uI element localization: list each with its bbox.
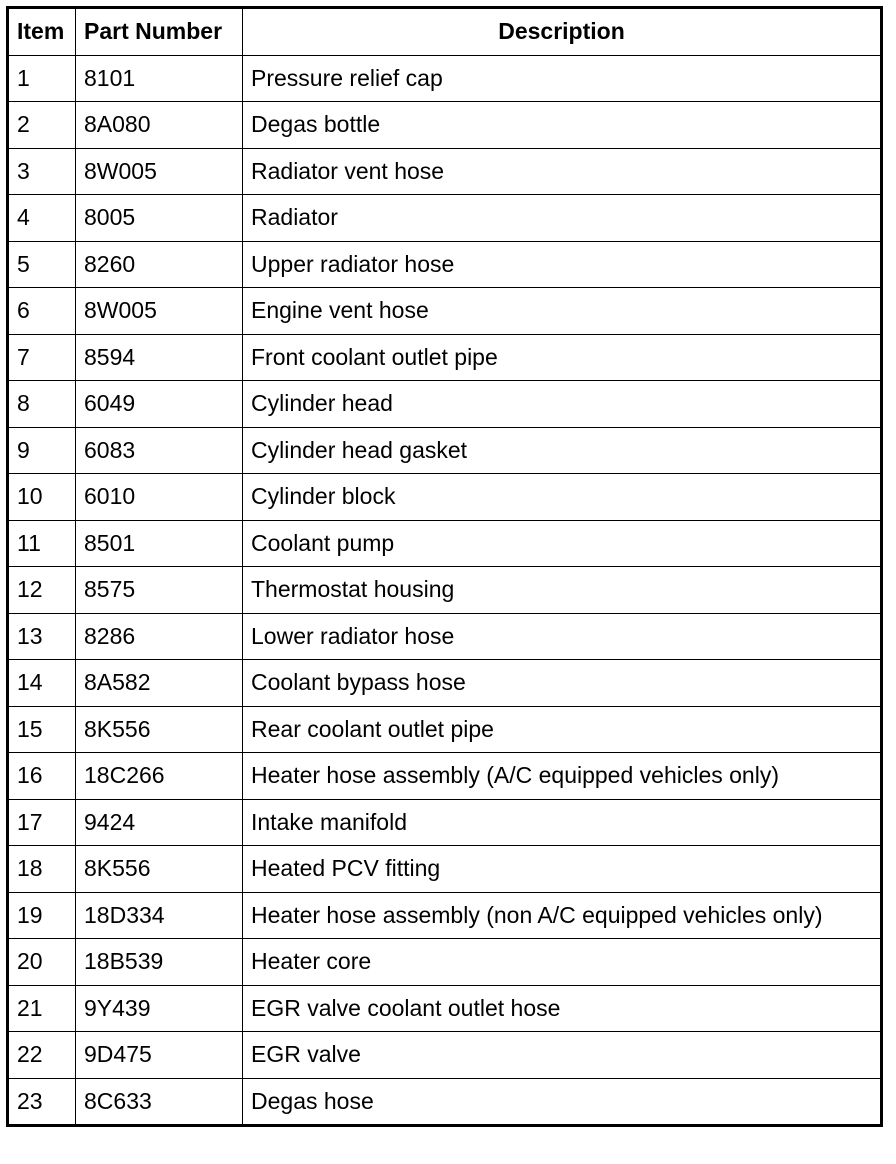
cell-description: Front coolant outlet pipe <box>243 334 882 381</box>
cell-part-number: 9424 <box>76 799 243 846</box>
cell-item: 4 <box>8 195 76 242</box>
cell-part-number: 8286 <box>76 613 243 660</box>
column-header-part-number: Part Number <box>76 8 243 56</box>
table-row <box>8 660 882 707</box>
table-row <box>8 334 882 381</box>
cell-item: 3 <box>8 148 76 195</box>
cell-description: EGR valve <box>243 1032 882 1079</box>
cell-part-number: 6010 <box>76 474 243 521</box>
cell-part-number: 18D334 <box>76 892 243 939</box>
cell-description: Coolant bypass hose <box>243 660 882 707</box>
cell-description: Heater hose assembly (non A/C equipped vehicles only) <box>243 892 882 939</box>
table-row <box>8 55 882 102</box>
cell-part-number: 9D475 <box>76 1032 243 1079</box>
cell-description: Heater hose assembly (A/C equipped vehicles only) <box>243 753 882 800</box>
table-row <box>8 799 882 846</box>
cell-part-number: 8W005 <box>76 288 243 335</box>
cell-description: Degas bottle <box>243 102 882 149</box>
cell-item: 5 <box>8 241 76 288</box>
cell-part-number: 8A080 <box>76 102 243 149</box>
cell-part-number: 8K556 <box>76 706 243 753</box>
cell-item: 23 <box>8 1078 76 1126</box>
table-row <box>8 567 882 614</box>
cell-item: 19 <box>8 892 76 939</box>
table-row <box>8 195 882 242</box>
cell-description: Lower radiator hose <box>243 613 882 660</box>
cell-item: 11 <box>8 520 76 567</box>
cell-item: 12 <box>8 567 76 614</box>
table-row <box>8 706 882 753</box>
table-row <box>8 1032 882 1079</box>
cell-description: Cylinder block <box>243 474 882 521</box>
cell-part-number: 6083 <box>76 427 243 474</box>
cell-description: EGR valve coolant outlet hose <box>243 985 882 1032</box>
cell-part-number: 9Y439 <box>76 985 243 1032</box>
cell-item: 6 <box>8 288 76 335</box>
column-header-item: Item <box>8 8 76 56</box>
cell-part-number: 8260 <box>76 241 243 288</box>
cell-item: 14 <box>8 660 76 707</box>
cell-item: 16 <box>8 753 76 800</box>
cell-item: 22 <box>8 1032 76 1079</box>
cell-item: 20 <box>8 939 76 986</box>
cell-item: 21 <box>8 985 76 1032</box>
table-row <box>8 1078 882 1126</box>
table-row <box>8 985 882 1032</box>
cell-description: Engine vent hose <box>243 288 882 335</box>
cell-description: Upper radiator hose <box>243 241 882 288</box>
cell-part-number: 8575 <box>76 567 243 614</box>
table-row <box>8 381 882 428</box>
table-row <box>8 241 882 288</box>
parts-table <box>6 6 883 1127</box>
cell-description: Degas hose <box>243 1078 882 1126</box>
cell-item: 2 <box>8 102 76 149</box>
cell-description: Rear coolant outlet pipe <box>243 706 882 753</box>
table-body <box>8 55 882 1126</box>
table-row <box>8 753 882 800</box>
cell-part-number: 8005 <box>76 195 243 242</box>
table-row <box>8 520 882 567</box>
cell-part-number: 6049 <box>76 381 243 428</box>
cell-item: 9 <box>8 427 76 474</box>
cell-part-number: 8K556 <box>76 846 243 893</box>
table-row <box>8 939 882 986</box>
cell-description: Heater core <box>243 939 882 986</box>
cell-part-number: 8501 <box>76 520 243 567</box>
cell-description: Radiator vent hose <box>243 148 882 195</box>
cell-description: Intake manifold <box>243 799 882 846</box>
table-row <box>8 427 882 474</box>
table-row <box>8 613 882 660</box>
cell-item: 1 <box>8 55 76 102</box>
cell-item: 10 <box>8 474 76 521</box>
cell-part-number: 8C633 <box>76 1078 243 1126</box>
table-row <box>8 892 882 939</box>
cell-part-number: 18B539 <box>76 939 243 986</box>
cell-description: Thermostat housing <box>243 567 882 614</box>
cell-item: 15 <box>8 706 76 753</box>
table-row <box>8 474 882 521</box>
cell-description: Cylinder head gasket <box>243 427 882 474</box>
table-row <box>8 102 882 149</box>
cell-description: Cylinder head <box>243 381 882 428</box>
cell-item: 17 <box>8 799 76 846</box>
cell-item: 18 <box>8 846 76 893</box>
table-row <box>8 846 882 893</box>
table-row <box>8 148 882 195</box>
cell-part-number: 18C266 <box>76 753 243 800</box>
cell-part-number: 8A582 <box>76 660 243 707</box>
table-header-row <box>8 8 882 56</box>
cell-description: Pressure relief cap <box>243 55 882 102</box>
cell-item: 7 <box>8 334 76 381</box>
table-row <box>8 288 882 335</box>
cell-part-number: 8101 <box>76 55 243 102</box>
cell-description: Coolant pump <box>243 520 882 567</box>
cell-part-number: 8W005 <box>76 148 243 195</box>
cell-part-number: 8594 <box>76 334 243 381</box>
cell-description: Radiator <box>243 195 882 242</box>
cell-item: 13 <box>8 613 76 660</box>
cell-item: 8 <box>8 381 76 428</box>
column-header-description: Description <box>243 8 882 56</box>
cell-description: Heated PCV fitting <box>243 846 882 893</box>
